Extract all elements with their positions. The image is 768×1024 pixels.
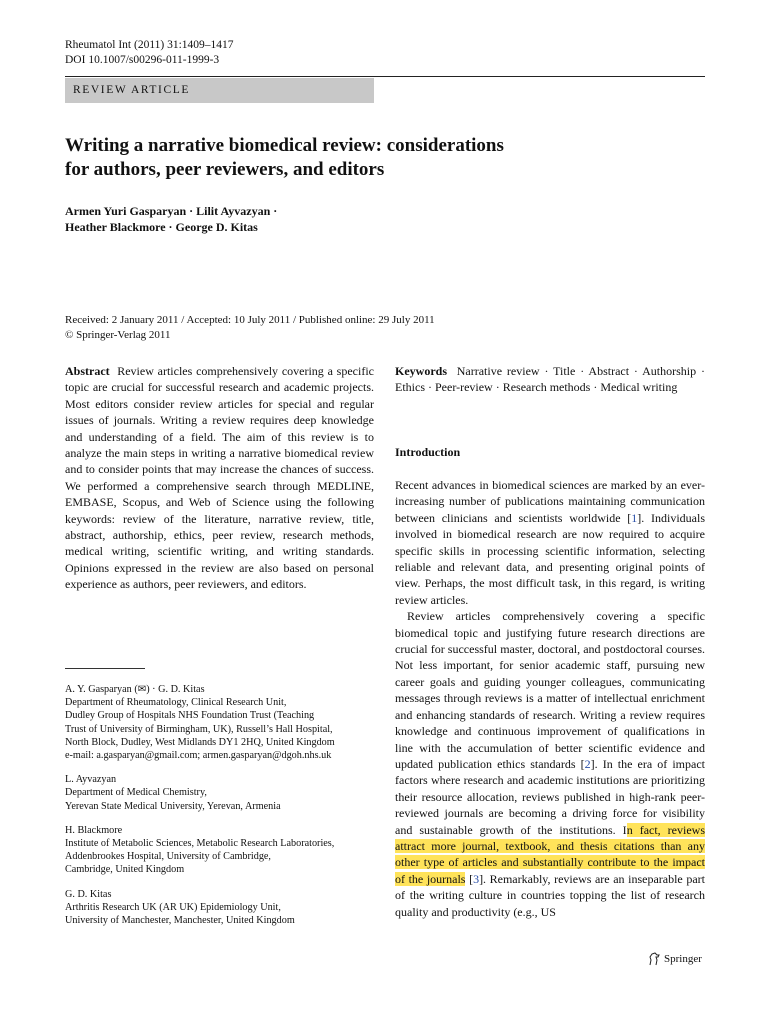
keywords [395,363,705,396]
affiliation-line: Department of Rheumatology, Clinical Research Unit, [65,697,287,709]
publisher-logo [648,952,702,966]
affiliation-line: Trust of University of Birmingham, UK), Russell’s Hall Hospital, [65,723,333,735]
article-type-banner: REVIEW ARTICLE [65,78,374,103]
title-line-2: for authors, peer reviewers, and editors [65,159,385,180]
abstract-label: Abstract [65,364,110,378]
keywords-text: Narrative review · Title · Abstract · Authorship · Ethics · Peer-review · Research methods · Medical writing [395,364,705,395]
abstract-text: Review articles comprehensively covering a specific topic are crucial for successful research and academic projects. Most editors consider review articles for special and regular issues of journals. Writing a review requires deep knowledge and understanding of a field. The aim of this review is to analyze the main steps in writing a narrative biomedical review and to consider points that may increase the chances of success. We performed a comprehensive search through MEDLINE, EMBASE, Scopus, and Web of Science using the following keywords: review of the literature, narrative review, title, abstract, authorship, ethics, peer review, research methods, medical writing, scientific writing, and writing standards. Opinions expressed in the review are also based on personal experience as authors, peer reviewers, and editors. [65,364,374,592]
affiliation-line: G. D. Kitas [65,888,112,900]
affiliation-block [65,773,374,813]
affiliation-line: L. Ayvazyan [65,774,117,786]
affiliation-line: H. Blackmore [65,824,123,836]
author-list [65,203,277,235]
affiliation-line: Yerevan State Medical University, Yerevan, Armenia [65,800,281,812]
text-run: ]. Remarkably, reviews are an inseparable part of the writing culture in countries topping the list of research quality and productivity (e.g., US [395,871,705,919]
publication-dates: Received: 2 January 2011 / Accepted: 10 July 2011 / Published online: 29 July 2011 [65,314,435,326]
introduction-heading: Introduction [395,445,461,459]
citation-link[interactable]: 1 [631,510,638,525]
keywords-label: Keywords [395,364,447,378]
affiliation-line: Addenbrookes Hospital, University of Cambridge, [65,851,271,863]
affiliation-line: Arthritis Research UK (AR UK) Epidemiology Unit, [65,901,281,913]
title-line-1: Writing a narrative biomedical review: considerations [65,135,504,156]
affiliation-block [65,824,374,877]
intro-paragraph-2 [395,608,705,920]
footnote-rule [65,668,145,669]
affiliation-line: Institute of Metabolic Sciences, Metabolic Research Laboratories, [65,838,335,850]
citation-link[interactable]: 3 [473,871,480,886]
affiliations [65,683,374,938]
copyright: © Springer-Verlag 2011 [65,329,171,341]
text-run: Recent advances in biomedical sciences are marked by an ever-increasing number of publications maintaining communication between clinicians and scientists worldwide [ [395,478,705,525]
affiliation-line: North Block, Dudley, West Midlands DY1 2HQ, United Kingdom [65,736,335,748]
header-rule [65,76,705,77]
doi: DOI 10.1007/s00296-011-1999-3 [65,54,220,66]
affiliation-block [65,888,374,928]
publisher-name: Springer [664,953,702,965]
text-run: ]. Individuals involved in biomedical research are now required to acquire specific skills in processing scientific information, selecting reliable and relevant data, and presenting original points of view. Perhaps, the most difficult task, in this regard, is writing review articles. [395,510,705,607]
article-title [65,134,705,182]
journal-reference: Rheumatol Int (2011) 31:1409–1417 [65,39,234,51]
abstract [65,363,374,593]
affiliation-block [65,683,374,762]
text-run: ]. In the era of impact factors where research and academic institutions are prioritizing their resource allocation, reviews published in high-rank peer-reviewed journals are becoming a driving force for visibility and sustainable growth of the institutions. I [395,756,705,837]
email-line[interactable]: e-mail: a.gasparyan@gmail.com; armen.gasparyan@dgoh.nhs.uk [65,750,332,762]
intro-paragraph-1 [395,477,705,608]
introduction-body [395,477,705,920]
highlighted-text[interactable]: n fact, reviews attract more journal, textbook, and thesis citations than any other type of articles and substantially contribute to the impact of the journals [395,822,705,886]
authors-line-1: Armen Yuri Gasparyan · Lilit Ayvazyan · [65,204,278,218]
affiliation-line: University of Manchester, Manchester, United Kingdom [65,915,295,927]
text-run: Review articles comprehensively covering a specific biomedical topic and justifying future research directions are crucial for successful master, doctoral, and postdoctoral courses. Not less important, for senior academic staff, pursuing new career goals and guiding younger colleagues, communicating messages through reviews is a matter of intellectual enrichment and enhancing standards of research. Writing a review requires knowledge and continuous improvement of qualifications in line with the accumulation of better scientific evidence and updated publication ethics standards [ [395,609,705,771]
text-run: [ [465,871,474,886]
affiliation-line: Cambridge, United Kingdom [65,864,185,876]
authors-line-2: Heather Blackmore · George D. Kitas [65,220,258,234]
affiliation-line: Dudley Group of Hospitals NHS Foundation Trust (Teaching [65,710,315,722]
springer-horse-icon [648,952,661,966]
citation-link[interactable]: 2 [584,756,591,771]
affiliation-line: Department of Medical Chemistry, [65,787,207,799]
affiliation-line: A. Y. Gasparyan (✉) · G. D. Kitas [65,684,205,695]
